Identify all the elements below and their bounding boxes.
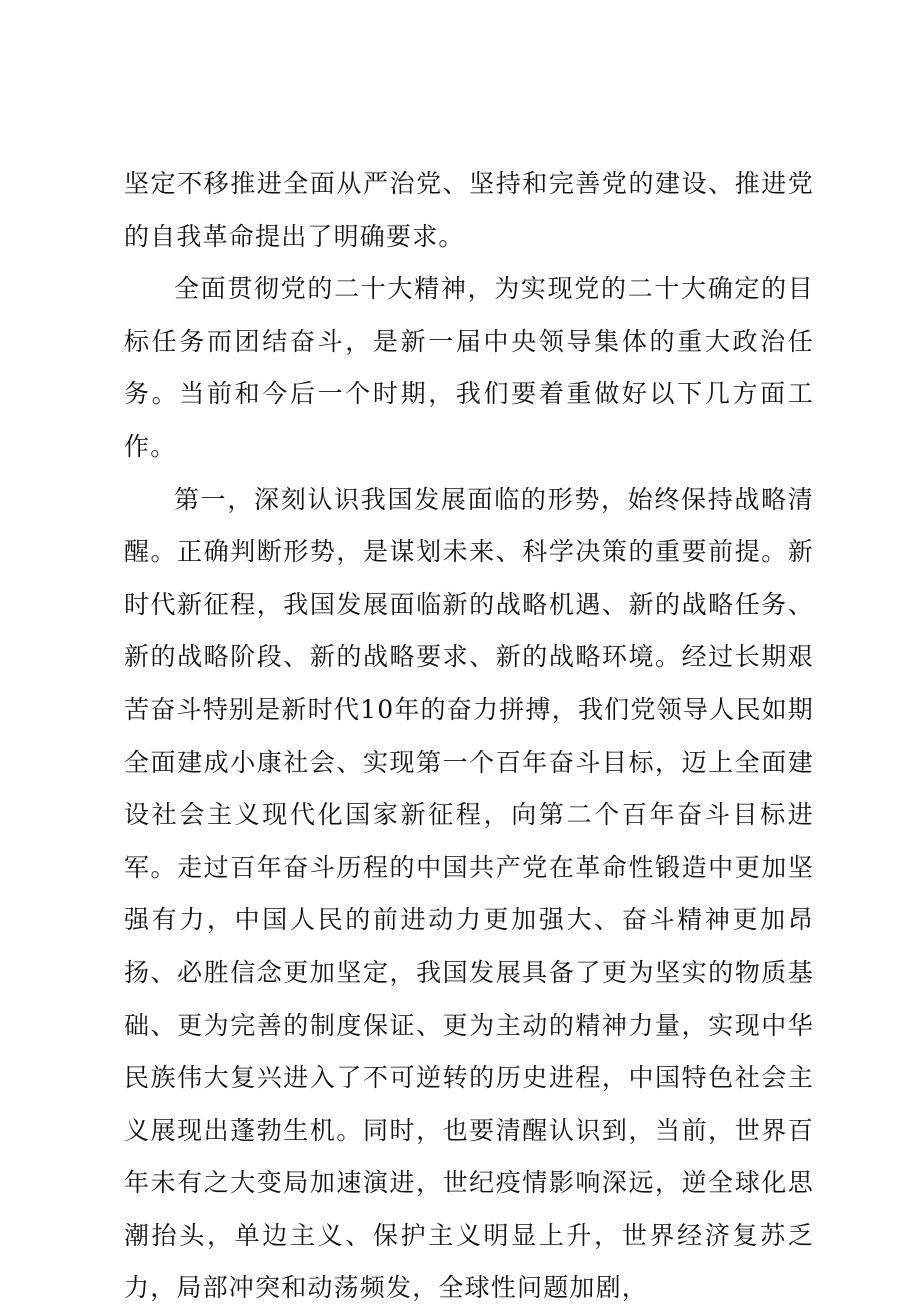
paragraph-tasks: 全面贯彻党的二十大精神，为实现党的二十大确定的目标任务而团结奋斗，是新一届中央领导集体的重大政治任务。当前和今后一个时期，我们要着重做好以下几方面工作。 <box>124 274 814 461</box>
document-body <box>124 158 814 1315</box>
paragraph-continuation: 坚定不移推进全面从严治党、坚持和完善党的建设、推进党的自我革命提出了明确要求。 <box>124 169 814 251</box>
paragraph-first-point: 第一，深刻认识我国发展面临的形势，始终保持战略清醒。正确判断形势，是谋划未来、科学决策的重要前提。新时代新征程，我国发展面临新的战略机遇、新的战略任务、新的战略阶段、新的战略要求、新的战略环境。经过长期艰苦奋斗特别是新时代10年的奋力拼搏，我们党领导人民如期全面建成小康社会、实现第一个百年奋斗目标，迈上全面建设社会主义现代化国家新征程，向第二个百年奋斗目标进军。走过百年奋斗历程的中国共产党在革命性锻造中更加坚强有力，中国人民的前进动力更加强大、奋斗精神更加昂扬、必胜信念更加坚定，我国发展具备了更为坚实的物质基础、更为完善的制度保证、更为主动的精神力量，实现中华民族伟大复兴进入了不可逆转的历史进程，中国特色社会主义展现出蓬勃生机。同时，也要清醒认识到，当前，世界百年未有之大变局加速演进，世纪疫情影响深远，逆全球化思潮抬头，单边主义、保护主义明显上升，世界经济复苏乏力，局部冲突和动荡频发，全球性问题加剧， <box>124 484 814 1303</box>
